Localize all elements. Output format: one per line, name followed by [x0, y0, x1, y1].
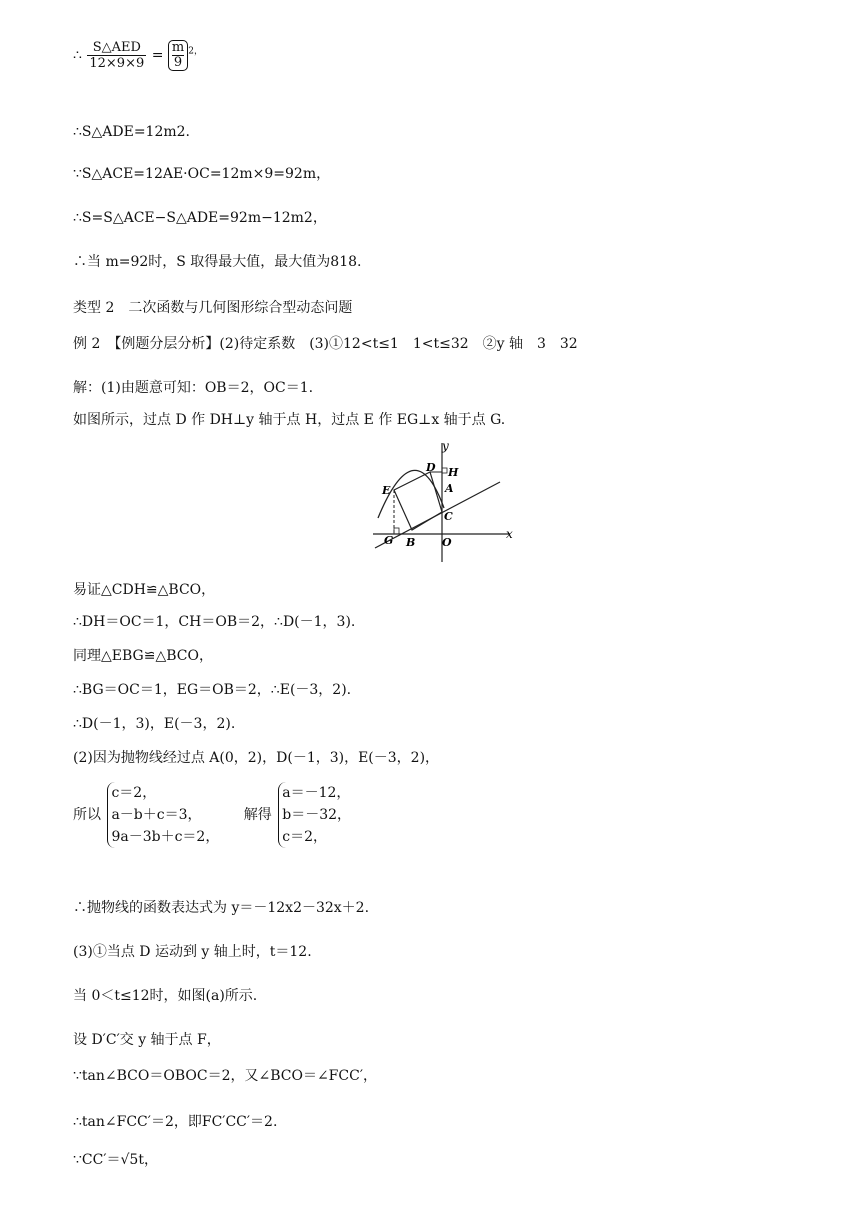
square: [394, 472, 442, 530]
line-10: 易证△CDH≌△BCO，: [73, 582, 216, 598]
solution-system: [278, 782, 351, 848]
line-19: 当 0＜t≤12时，如图(a)所示.: [73, 988, 258, 1004]
equation-system-line: [73, 782, 351, 872]
sol-b: b＝－32，: [282, 807, 352, 823]
equals: =: [151, 47, 164, 64]
bracket-den: 9: [173, 55, 183, 70]
line-13: ∴BG＝OC＝1，EG＝OB＝2，∴E(－3，2).: [73, 682, 352, 698]
line-7: 例 2 【例题分层分析】(2)待定系数 (3)①12<t≤1 1<t≤32 ②y 轴 3 32: [73, 336, 578, 352]
line-23: ∵CC′＝√5t，: [73, 1152, 158, 1168]
sol-a: a＝－12，: [282, 785, 351, 801]
parabola-diagram: [370, 438, 520, 568]
line-1: [73, 40, 203, 71]
denominator: 12×9×9: [89, 56, 145, 71]
label-g: G: [384, 534, 394, 547]
label-x: x: [506, 527, 513, 541]
label-b: B: [406, 536, 416, 549]
eq-1: c＝2，: [111, 785, 157, 801]
right-angle-h: [442, 468, 447, 473]
line-3: ∵S△ACE=12AE·OC=12m×9=92m，: [73, 166, 331, 182]
sol-c: c＝2，: [282, 829, 327, 845]
line-8: 解：(1)由题意可知：OB＝2，OC＝1.: [73, 380, 314, 396]
solve-label: 解得: [243, 807, 272, 823]
exponent-tail: 2，: [188, 46, 203, 57]
line-9: 如图所示，过点 D 作 DH⊥y 轴于点 H，过点 E 作 EG⊥x 轴于点 G.: [73, 412, 506, 428]
line-22: ∴tan∠FCC′＝2，即FC′CC′＝2.: [73, 1114, 278, 1130]
eq-3: 9a－3b＋c＝2，: [111, 829, 220, 845]
line-20: 设 D′C′交 y 轴于点 F，: [73, 1032, 221, 1048]
label-e: E: [382, 484, 391, 497]
label-c: C: [444, 510, 453, 523]
line-15: (2)因为抛物线经过点 A(0，2)，D(－1，3)，E(－3，2)，: [73, 750, 440, 766]
line-5: ∴当 m=92时，S 取得最大值，最大值为818.: [73, 254, 362, 270]
geometry-figure: [370, 438, 520, 572]
line-18: (3)①当点 D 运动到 y 轴上时，t＝12.: [73, 944, 312, 960]
so-label: 所以: [73, 807, 101, 823]
line-11: ∴DH＝OC＝1，CH＝OB＝2，∴D(－1，3).: [73, 614, 356, 630]
line-14: ∴D(－1，3)，E(－3，2).: [73, 716, 236, 732]
eq-2: a－b＋c＝3，: [111, 807, 202, 823]
line-4: ∴S=S△ACE−S△ADE=92m−12m2，: [73, 210, 327, 226]
bracket-num: m: [171, 40, 185, 55]
system-equations: [107, 782, 219, 848]
label-h: H: [448, 466, 459, 479]
label-o: O: [442, 536, 452, 549]
label-y: y: [442, 439, 449, 453]
label-a: A: [445, 482, 454, 495]
label-d: D: [426, 461, 436, 474]
line-21: ∵tan∠BCO＝OBOC＝2，又∠BCO＝∠FCC′，: [73, 1068, 378, 1084]
fraction: [87, 40, 146, 71]
line-12: 同理△EBG≌△BCO，: [73, 648, 213, 664]
bracket-fraction: [168, 40, 188, 71]
section-heading: 类型 2 二次函数与几何图形综合型动态问题: [73, 300, 353, 316]
line-17: ∴抛物线的函数表达式为 y＝－12x2－32x＋2.: [73, 900, 370, 916]
line-2: ∴S△ADE=12m2.: [73, 124, 190, 140]
therefore-symbol: ∴: [73, 47, 82, 64]
right-angle-g: [394, 528, 399, 534]
numerator: S△AED: [87, 40, 146, 56]
